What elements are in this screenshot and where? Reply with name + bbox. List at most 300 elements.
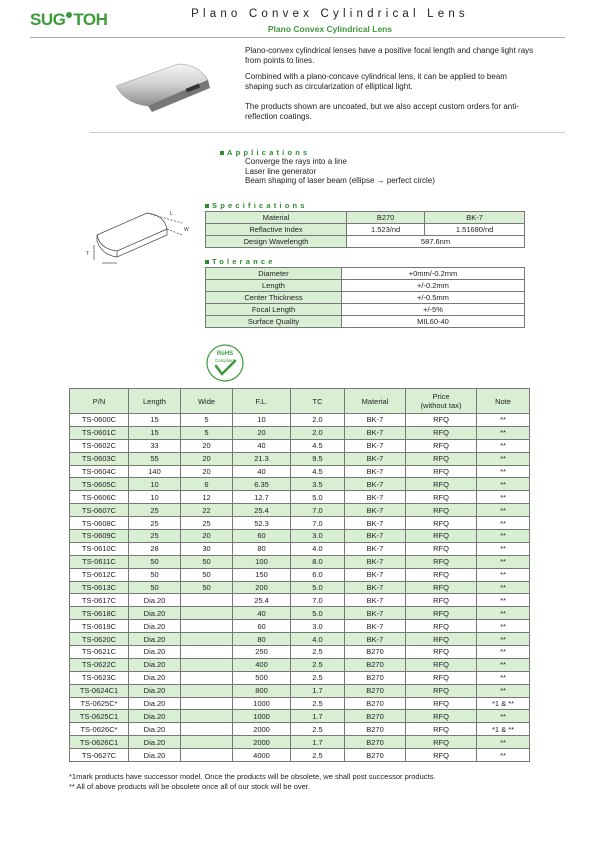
table-cell: 7.0	[291, 504, 345, 517]
table-cell: 6.35	[233, 478, 291, 491]
table-cell: 4.0	[291, 542, 345, 555]
table-cell: 25	[181, 517, 233, 530]
column-header: P/N	[70, 389, 129, 414]
table-cell: B270	[345, 697, 406, 710]
table-cell: 25	[129, 530, 181, 543]
table-row	[70, 542, 530, 555]
table-cell: RFQ	[406, 736, 477, 749]
table-cell: TS-0626C1	[70, 736, 129, 749]
table-row	[70, 671, 530, 684]
table-cell: B270	[345, 684, 406, 697]
table-cell: BK-7	[425, 212, 525, 224]
table-cell: TS-0601C	[70, 426, 129, 439]
table-row	[70, 426, 530, 439]
table-cell: TS-0625C1	[70, 710, 129, 723]
column-header: TC	[291, 389, 345, 414]
table-cell: RFQ	[406, 568, 477, 581]
table-cell: Dia.20	[129, 607, 181, 620]
table-cell: 28	[129, 542, 181, 555]
table-cell: 140	[129, 465, 181, 478]
table-cell: 2.0	[291, 414, 345, 427]
table-row	[206, 268, 525, 280]
table-cell: **	[477, 452, 530, 465]
table-cell: 1.7	[291, 684, 345, 697]
table-cell: 1.7	[291, 710, 345, 723]
table-cell	[181, 594, 233, 607]
table-row	[70, 684, 530, 697]
table-cell: **	[477, 439, 530, 452]
table-cell: TS-0606C	[70, 491, 129, 504]
table-cell: BK-7	[345, 465, 406, 478]
table-row	[70, 723, 530, 736]
table-row	[206, 304, 525, 316]
table-cell: 2000	[233, 723, 291, 736]
table-cell: 587.6nm	[347, 236, 525, 248]
table-cell: BK-7	[345, 439, 406, 452]
table-cell: **	[477, 426, 530, 439]
table-cell: 50	[129, 568, 181, 581]
table-cell: Focal Length	[206, 304, 342, 316]
table-cell: RFQ	[406, 581, 477, 594]
intro-divider	[90, 132, 565, 133]
table-cell: RFQ	[406, 478, 477, 491]
table-cell: RFQ	[406, 671, 477, 684]
table-cell: RFQ	[406, 555, 477, 568]
header-divider	[30, 37, 565, 38]
table-cell	[181, 658, 233, 671]
table-cell: Surface Quality	[206, 316, 342, 328]
table-cell: BK-7	[345, 581, 406, 594]
table-cell: 7.0	[291, 594, 345, 607]
table-cell: 25.4	[233, 594, 291, 607]
table-cell: BK-7	[345, 555, 406, 568]
table-cell: BK-7	[345, 607, 406, 620]
table-row	[70, 581, 530, 594]
column-header: Note	[477, 389, 530, 414]
table-cell: +/-0.5mm	[342, 292, 525, 304]
table-row	[70, 607, 530, 620]
column-header: Price (without tax)	[406, 389, 477, 414]
table-row	[206, 212, 525, 224]
table-cell: TS-0619C	[70, 620, 129, 633]
table-row	[70, 414, 530, 427]
table-cell: **	[477, 633, 530, 646]
table-cell: *1 & **	[477, 723, 530, 736]
table-cell: TS-0626C*	[70, 723, 129, 736]
table-cell	[181, 723, 233, 736]
table-cell: RFQ	[406, 697, 477, 710]
table-cell: 20	[233, 426, 291, 439]
table-cell: 20	[181, 452, 233, 465]
table-cell: TS-0600C	[70, 414, 129, 427]
table-cell: 10	[129, 478, 181, 491]
table-cell: 60	[233, 530, 291, 543]
table-cell: 80	[233, 542, 291, 555]
table-cell: 52.3	[233, 517, 291, 530]
table-cell: 500	[233, 671, 291, 684]
table-cell: 1.523/nd	[347, 224, 425, 236]
table-cell: Dia.20	[129, 594, 181, 607]
table-cell: Material	[206, 212, 347, 224]
table-row	[206, 236, 525, 248]
table-cell: **	[477, 530, 530, 543]
intro-paragraph-1: Plano-convex cylindrical lenses have a positive focal length and change light rays from points to lines.	[245, 46, 534, 65]
table-cell: **	[477, 465, 530, 478]
footnotes	[69, 772, 435, 792]
table-cell: TS-0602C	[70, 439, 129, 452]
table-cell: RFQ	[406, 684, 477, 697]
table-row	[70, 504, 530, 517]
table-cell: **	[477, 555, 530, 568]
table-cell	[181, 697, 233, 710]
table-cell: 2.5	[291, 749, 345, 762]
table-cell: 7.0	[291, 517, 345, 530]
table-cell: **	[477, 607, 530, 620]
table-cell: RFQ	[406, 749, 477, 762]
table-cell: Dia.20	[129, 633, 181, 646]
table-cell: 5.0	[291, 607, 345, 620]
table-cell: TS-0612C	[70, 568, 129, 581]
table-cell: 8.0	[291, 555, 345, 568]
intro-paragraph-3: The products shown are uncoated, but we also accept custom orders for anti-reflection coatings.	[245, 102, 519, 121]
table-cell: **	[477, 749, 530, 762]
table-cell: 6	[181, 478, 233, 491]
table-cell: 3.0	[291, 620, 345, 633]
table-cell: BK-7	[345, 530, 406, 543]
table-cell: RFQ	[406, 465, 477, 478]
table-row	[70, 568, 530, 581]
table-cell: 2000	[233, 736, 291, 749]
page-subtitle: Plano Convex Cylindrical Lens	[267, 24, 393, 34]
table-cell: 10	[233, 414, 291, 427]
table-cell: Dia.20	[129, 620, 181, 633]
table-row	[70, 439, 530, 452]
rohs-compliant-badge	[205, 343, 245, 383]
table-cell: BK-7	[345, 568, 406, 581]
table-cell: 60	[233, 620, 291, 633]
table-cell: 1000	[233, 697, 291, 710]
table-cell: TS-0627C	[70, 749, 129, 762]
table-cell: 2.5	[291, 658, 345, 671]
table-cell: 15	[129, 426, 181, 439]
table-cell: 5.0	[291, 581, 345, 594]
table-cell: BK-7	[345, 620, 406, 633]
table-cell: Dia.20	[129, 646, 181, 659]
table-cell: Dia.20	[129, 710, 181, 723]
table-cell	[181, 684, 233, 697]
table-cell: TS-0607C	[70, 504, 129, 517]
table-row	[70, 736, 530, 749]
table-cell: Diameter	[206, 268, 342, 280]
table-cell: +0mm/-0.2mm	[342, 268, 525, 280]
rohs-label: RoHS	[216, 351, 234, 357]
table-cell: 1.51680/nd	[425, 224, 525, 236]
table-cell: RFQ	[406, 517, 477, 530]
table-cell: 2.5	[291, 697, 345, 710]
table-cell: BK-7	[345, 517, 406, 530]
drawing-label-thickness: T	[86, 251, 90, 257]
table-cell	[181, 710, 233, 723]
table-cell: 50	[181, 568, 233, 581]
table-cell: Dia.20	[129, 671, 181, 684]
table-row	[70, 491, 530, 504]
table-cell: Reflactive Index	[206, 224, 347, 236]
table-cell: Length	[206, 280, 342, 292]
column-header: Length	[129, 389, 181, 414]
table-cell: 5	[181, 426, 233, 439]
table-cell: 2.5	[291, 671, 345, 684]
table-cell: Dia.20	[129, 658, 181, 671]
table-cell: 3.5	[291, 478, 345, 491]
table-cell: **	[477, 671, 530, 684]
table-cell: 25.4	[233, 504, 291, 517]
table-cell: Center Thickness	[206, 292, 342, 304]
table-cell: RFQ	[406, 723, 477, 736]
table-cell: **	[477, 710, 530, 723]
table-cell: BK-7	[345, 414, 406, 427]
application-item: Laser line generator	[245, 166, 317, 176]
table-cell: 55	[129, 452, 181, 465]
table-cell: TS-0603C	[70, 452, 129, 465]
table-cell: Dia.20	[129, 749, 181, 762]
table-cell: +/-0.2mm	[342, 280, 525, 292]
table-row	[70, 530, 530, 543]
table-row	[70, 749, 530, 762]
table-cell: 1.7	[291, 736, 345, 749]
table-cell: RFQ	[406, 504, 477, 517]
table-cell: TS-0618C	[70, 607, 129, 620]
table-cell: 50	[129, 581, 181, 594]
table-cell: **	[477, 517, 530, 530]
table-cell: **	[477, 581, 530, 594]
table-cell: B270	[345, 658, 406, 671]
table-cell: RFQ	[406, 658, 477, 671]
table-cell: RFQ	[406, 594, 477, 607]
table-cell: 33	[129, 439, 181, 452]
table-cell: B270	[345, 671, 406, 684]
table-cell: **	[477, 646, 530, 659]
applications-heading: Applications	[220, 148, 310, 157]
table-cell: TS-0623C	[70, 671, 129, 684]
table-cell: **	[477, 542, 530, 555]
table-cell: RFQ	[406, 646, 477, 659]
table-cell: 200	[233, 581, 291, 594]
table-cell: B270	[345, 646, 406, 659]
table-cell: **	[477, 736, 530, 749]
table-cell	[181, 646, 233, 659]
table-cell: 6.0	[291, 568, 345, 581]
table-cell: 25	[129, 517, 181, 530]
table-cell	[181, 736, 233, 749]
table-cell: **	[477, 491, 530, 504]
table-cell: TS-0620C	[70, 633, 129, 646]
table-cell	[181, 607, 233, 620]
table-cell: 50	[181, 555, 233, 568]
drawing-label-length: L	[170, 211, 173, 217]
tolerance-table	[205, 267, 525, 328]
table-cell: **	[477, 478, 530, 491]
table-cell: RFQ	[406, 439, 477, 452]
table-cell	[181, 633, 233, 646]
tolerance-heading: Tolerance	[205, 257, 276, 266]
table-cell: RFQ	[406, 607, 477, 620]
table-cell: **	[477, 568, 530, 581]
table-cell: TS-0611C	[70, 555, 129, 568]
table-cell: BK-7	[345, 491, 406, 504]
table-cell: TS-0605C	[70, 478, 129, 491]
table-cell: RFQ	[406, 530, 477, 543]
table-cell: **	[477, 504, 530, 517]
table-cell: B270	[347, 212, 425, 224]
column-header: Wide	[181, 389, 233, 414]
table-cell: TS-0617C	[70, 594, 129, 607]
table-cell: B270	[345, 749, 406, 762]
table-cell: BK-7	[345, 478, 406, 491]
table-cell: 80	[233, 633, 291, 646]
table-cell: 4.5	[291, 465, 345, 478]
table-cell: **	[477, 620, 530, 633]
table-cell: 22	[181, 504, 233, 517]
application-item: Beam shaping of laser beam (ellipse → perfect circle)	[245, 176, 435, 185]
table-cell: MIL60-40	[342, 316, 525, 328]
table-cell: 40	[233, 439, 291, 452]
table-cell: BK-7	[345, 426, 406, 439]
table-cell: B270	[345, 736, 406, 749]
table-cell: 9.5	[291, 452, 345, 465]
drawing-label-width: W	[184, 227, 189, 233]
table-row	[70, 478, 530, 491]
table-cell: 4000	[233, 749, 291, 762]
table-row	[70, 633, 530, 646]
table-cell: 250	[233, 646, 291, 659]
intro-paragraph-2: Combined with a plano-concave cylindrical lens, it can be applied to beam shaping such as circularization of elliptical light.	[245, 72, 507, 91]
table-cell: TS-0622C	[70, 658, 129, 671]
table-cell: *1 & **	[477, 697, 530, 710]
table-cell: 800	[233, 684, 291, 697]
table-row	[70, 697, 530, 710]
table-row	[206, 292, 525, 304]
table-cell: 4.5	[291, 439, 345, 452]
table-row	[206, 316, 525, 328]
table-row	[70, 517, 530, 530]
lens-dimension-drawing	[72, 205, 197, 270]
table-cell: 2.5	[291, 723, 345, 736]
table-cell: **	[477, 684, 530, 697]
table-row	[206, 280, 525, 292]
table-cell: 20	[181, 465, 233, 478]
table-cell: 5.0	[291, 491, 345, 504]
table-cell: 30	[181, 542, 233, 555]
table-cell: RFQ	[406, 414, 477, 427]
table-cell: RFQ	[406, 426, 477, 439]
table-cell: 3.0	[291, 530, 345, 543]
table-cell: **	[477, 594, 530, 607]
page-title: Plano Convex Cylindrical Lens	[191, 8, 469, 20]
table-row	[70, 710, 530, 723]
table-cell: 12.7	[233, 491, 291, 504]
table-cell: TS-0608C	[70, 517, 129, 530]
table-cell: 10	[129, 491, 181, 504]
table-cell: RFQ	[406, 620, 477, 633]
table-cell: 20	[181, 439, 233, 452]
table-cell: BK-7	[345, 542, 406, 555]
company-logo: SUG TOH	[30, 10, 108, 29]
table-cell: BK-7	[345, 594, 406, 607]
footnote-obsolete: ** All of above products will be obsolete once all of our stock will be over.	[69, 782, 310, 791]
table-header-row	[70, 389, 530, 414]
table-row	[70, 555, 530, 568]
table-cell: BK-7	[345, 504, 406, 517]
table-cell	[181, 671, 233, 684]
table-cell: BK-7	[345, 633, 406, 646]
footnote-successor: *1mark products have successor model. Once the products will be obsolete, we shall post successor products.	[69, 772, 436, 781]
table-cell: 100	[233, 555, 291, 568]
table-cell: TS-0609C	[70, 530, 129, 543]
table-cell: 20	[181, 530, 233, 543]
table-cell: 25	[129, 504, 181, 517]
application-item: Converge the rays into a line	[245, 157, 347, 166]
table-cell: BK-7	[345, 452, 406, 465]
table-row	[70, 452, 530, 465]
table-row	[70, 646, 530, 659]
table-cell: TS-0613C	[70, 581, 129, 594]
table-row	[70, 594, 530, 607]
specifications-heading: Specifications	[205, 201, 308, 210]
table-cell: 2.0	[291, 426, 345, 439]
table-cell: TS-0624C1	[70, 684, 129, 697]
table-cell: 150	[233, 568, 291, 581]
table-row	[70, 465, 530, 478]
table-cell: TS-0621C	[70, 646, 129, 659]
table-cell: B270	[345, 710, 406, 723]
products-table	[69, 388, 530, 762]
table-cell: TS-0625C*	[70, 697, 129, 710]
table-cell: B270	[345, 723, 406, 736]
table-cell	[181, 620, 233, 633]
rohs-compliant-label: Compliant	[214, 358, 236, 363]
table-cell: 400	[233, 658, 291, 671]
table-cell: 50	[129, 555, 181, 568]
table-row	[206, 224, 525, 236]
table-cell: **	[477, 658, 530, 671]
table-cell: RFQ	[406, 452, 477, 465]
table-cell: Design Wavelength	[206, 236, 347, 248]
table-cell: +/-5%	[342, 304, 525, 316]
table-cell: Dia.20	[129, 684, 181, 697]
table-cell: Dia.20	[129, 723, 181, 736]
table-row	[70, 620, 530, 633]
table-cell: 50	[181, 581, 233, 594]
table-cell: TS-0604C	[70, 465, 129, 478]
table-cell	[181, 749, 233, 762]
table-cell: 5	[181, 414, 233, 427]
table-cell: 4.0	[291, 633, 345, 646]
table-cell: **	[477, 414, 530, 427]
specifications-table	[205, 211, 525, 248]
table-row	[70, 658, 530, 671]
column-header: Material	[345, 389, 406, 414]
table-cell: 12	[181, 491, 233, 504]
table-cell: RFQ	[406, 710, 477, 723]
column-header: F.L.	[233, 389, 291, 414]
table-cell: 40	[233, 607, 291, 620]
table-cell: TS-0610C	[70, 542, 129, 555]
table-cell: 15	[129, 414, 181, 427]
table-cell: Dia.20	[129, 736, 181, 749]
table-cell: 40	[233, 465, 291, 478]
table-cell: RFQ	[406, 542, 477, 555]
table-cell: 1000	[233, 710, 291, 723]
